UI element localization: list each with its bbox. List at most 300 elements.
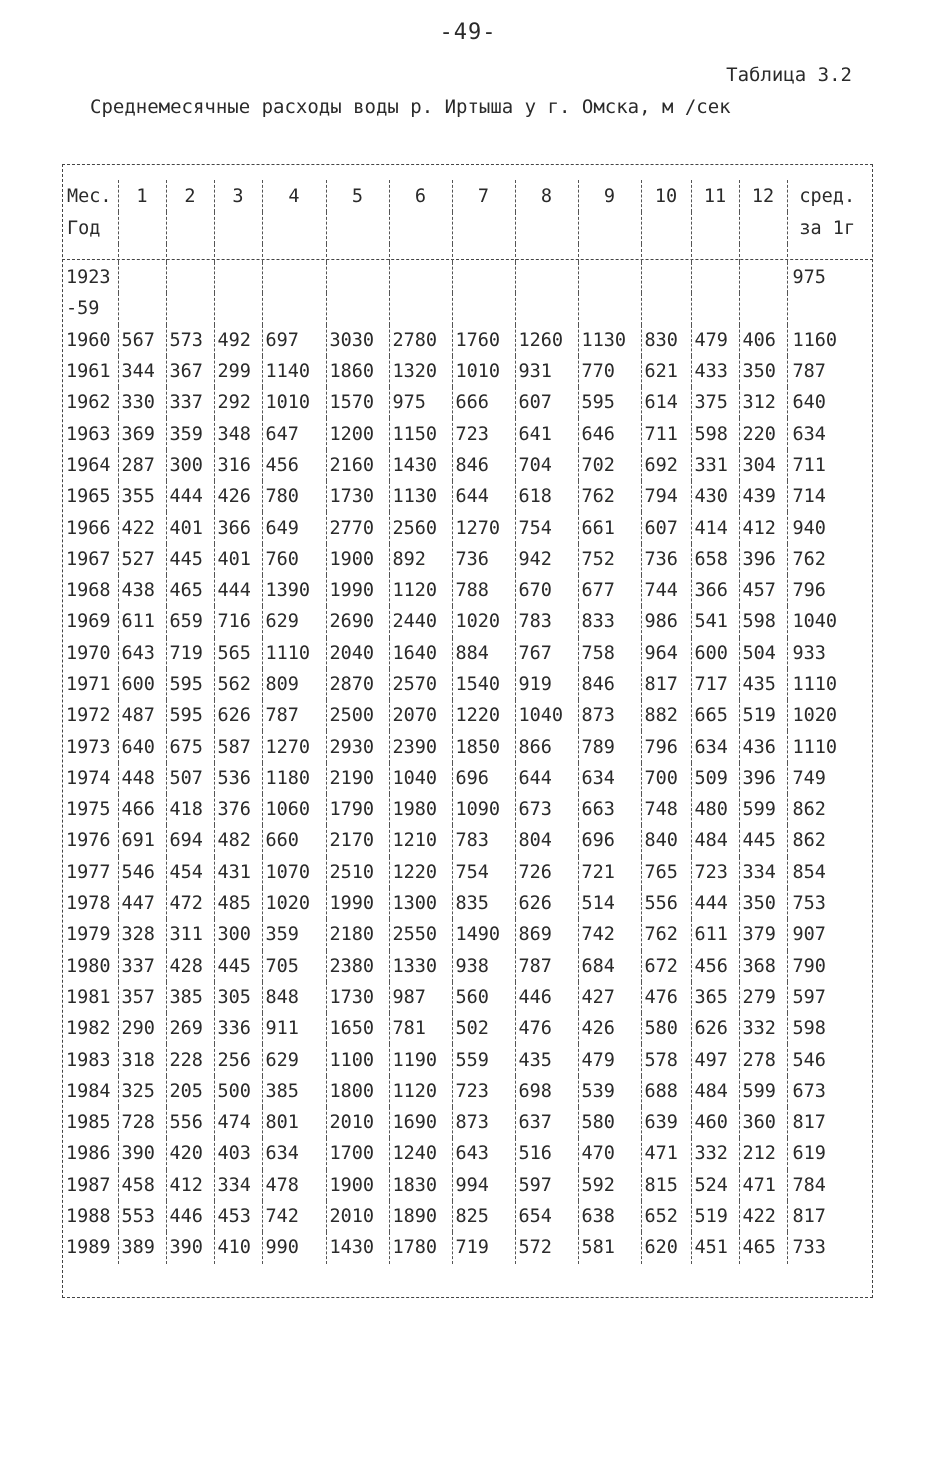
- value-cell: 205: [166, 1076, 214, 1107]
- value-cell: 762: [578, 481, 641, 512]
- value-cell: 536: [214, 763, 262, 794]
- value-cell: 539: [578, 1076, 641, 1107]
- value-cell: 360: [739, 1107, 787, 1138]
- year-cell: 1982: [66, 1018, 111, 1040]
- value-cell: 2560: [389, 512, 452, 543]
- value-cell: 866: [515, 731, 578, 762]
- average-cell: [787, 293, 867, 324]
- value-cell: 578: [641, 1044, 691, 1075]
- year-cell: 1966: [66, 517, 111, 539]
- value-cell: 801: [262, 1107, 326, 1138]
- value-cell: 10: [641, 180, 691, 212]
- value-cell: 1850: [452, 731, 515, 762]
- table-row: [63, 951, 867, 982]
- value-cell: 1430: [389, 450, 452, 481]
- spacer-cell: [389, 244, 452, 262]
- value-cell: [739, 293, 787, 324]
- value-cell: 5: [326, 180, 389, 212]
- value-cell: 697: [262, 325, 326, 356]
- value-cell: 1100: [326, 1044, 389, 1075]
- value-cell: 359: [262, 919, 326, 950]
- value-cell: 456: [691, 951, 739, 982]
- value-cell: 673: [515, 794, 578, 825]
- value-cell: 465: [166, 575, 214, 606]
- value-cell: [166, 262, 214, 293]
- average-cell: 975: [787, 262, 867, 293]
- value-cell: 435: [515, 1044, 578, 1075]
- value-cell: 355: [118, 481, 166, 512]
- value-cell: 2930: [326, 731, 389, 762]
- value-cell: 835: [452, 888, 515, 919]
- table-row: [63, 1232, 867, 1263]
- year-cell: 1968: [66, 580, 111, 602]
- average-cell: 1020: [787, 700, 867, 731]
- table-row: [63, 544, 867, 575]
- value-cell: 629: [262, 1044, 326, 1075]
- value-cell: 2180: [326, 919, 389, 950]
- value-cell: 581: [578, 1232, 641, 1263]
- value-cell: 1220: [389, 857, 452, 888]
- value-cell: 8: [515, 180, 578, 212]
- table-row: [63, 418, 867, 449]
- value-cell: 846: [578, 669, 641, 700]
- spacer-cell: [515, 244, 578, 262]
- value-cell: [214, 293, 262, 324]
- table-row: [63, 700, 867, 731]
- year-cell: 1983: [66, 1049, 111, 1071]
- value-cell: 337: [166, 387, 214, 418]
- value-cell: 1130: [578, 325, 641, 356]
- value-cell: 620: [641, 1232, 691, 1263]
- year-cell: 1971: [66, 674, 111, 695]
- value-cell: 456: [262, 450, 326, 481]
- value-cell: 1790: [326, 794, 389, 825]
- value-cell: [118, 262, 166, 293]
- average-cell: 714: [787, 481, 867, 512]
- year-cell: -59: [66, 298, 100, 320]
- value-cell: 580: [641, 1013, 691, 1044]
- year-cell: 1979: [66, 924, 111, 946]
- value-cell: [166, 293, 214, 324]
- year-cell: 1972: [66, 705, 111, 727]
- value-cell: 1220: [452, 700, 515, 731]
- value-cell: 1210: [389, 825, 452, 856]
- value-cell: 509: [691, 763, 739, 794]
- value-cell: 736: [641, 544, 691, 575]
- value-cell: 762: [641, 919, 691, 950]
- value-cell: 675: [166, 731, 214, 762]
- value-cell: [118, 212, 166, 244]
- value-cell: 366: [691, 575, 739, 606]
- value-cell: 337: [118, 951, 166, 982]
- value-cell: 427: [578, 982, 641, 1013]
- value-cell: 3: [214, 180, 262, 212]
- value-cell: [262, 262, 326, 293]
- value-cell: 332: [739, 1013, 787, 1044]
- table-row: [63, 1170, 867, 1201]
- value-cell: 420: [166, 1138, 214, 1169]
- value-cell: 471: [641, 1138, 691, 1169]
- value-cell: 2780: [389, 325, 452, 356]
- table-row: [63, 794, 867, 825]
- value-cell: 643: [452, 1138, 515, 1169]
- value-cell: 446: [166, 1201, 214, 1232]
- value-cell: 873: [578, 700, 641, 731]
- value-cell: 1060: [262, 794, 326, 825]
- value-cell: 485: [214, 888, 262, 919]
- value-cell: 884: [452, 638, 515, 669]
- value-cell: 618: [515, 481, 578, 512]
- value-cell: 507: [166, 763, 214, 794]
- value-cell: 492: [214, 325, 262, 356]
- value-cell: 670: [515, 575, 578, 606]
- value-cell: 788: [452, 575, 515, 606]
- value-cell: 514: [578, 888, 641, 919]
- value-cell: [262, 293, 326, 324]
- average-cell: 817: [787, 1201, 867, 1232]
- year-cell: 1961: [66, 361, 111, 383]
- value-cell: 2070: [389, 700, 452, 731]
- value-cell: 691: [118, 825, 166, 856]
- value-cell: 723: [452, 1076, 515, 1107]
- value-cell: 1690: [389, 1107, 452, 1138]
- value-cell: 607: [641, 512, 691, 543]
- value-cell: 412: [739, 512, 787, 543]
- value-cell: 595: [166, 669, 214, 700]
- value-cell: 336: [214, 1013, 262, 1044]
- value-cell: 460: [691, 1107, 739, 1138]
- value-cell: 290: [118, 1013, 166, 1044]
- average-cell: сред.: [787, 180, 867, 212]
- value-cell: 611: [118, 606, 166, 637]
- value-cell: 643: [118, 638, 166, 669]
- value-cell: 873: [452, 1107, 515, 1138]
- table-row: [63, 606, 867, 637]
- value-cell: 848: [262, 982, 326, 1013]
- value-cell: [389, 293, 452, 324]
- table-row: [63, 293, 867, 324]
- value-cell: 919: [515, 669, 578, 700]
- value-cell: 304: [739, 450, 787, 481]
- value-cell: 964: [641, 638, 691, 669]
- value-cell: 541: [691, 606, 739, 637]
- value-cell: 647: [262, 418, 326, 449]
- value-cell: 312: [739, 387, 787, 418]
- value-cell: 1120: [389, 1076, 452, 1107]
- value-cell: 422: [739, 1201, 787, 1232]
- average-cell: 1110: [787, 731, 867, 762]
- page-number: -49-: [439, 20, 497, 45]
- header-row: [63, 212, 867, 244]
- value-cell: 279: [739, 982, 787, 1013]
- value-cell: 1890: [389, 1201, 452, 1232]
- value-cell: 2500: [326, 700, 389, 731]
- value-cell: 436: [739, 731, 787, 762]
- value-cell: 600: [691, 638, 739, 669]
- value-cell: 833: [578, 606, 641, 637]
- value-cell: 629: [262, 606, 326, 637]
- value-cell: 649: [262, 512, 326, 543]
- value-cell: 278: [739, 1044, 787, 1075]
- table-row: [63, 1013, 867, 1044]
- value-cell: [389, 262, 452, 293]
- value-cell: 1490: [452, 919, 515, 950]
- value-cell: 445: [166, 544, 214, 575]
- year-cell: 1974: [66, 767, 111, 789]
- value-cell: 484: [691, 825, 739, 856]
- value-cell: 672: [641, 951, 691, 982]
- value-cell: 426: [578, 1013, 641, 1044]
- value-cell: 331: [691, 450, 739, 481]
- value-cell: 1570: [326, 387, 389, 418]
- value-cell: 446: [515, 982, 578, 1013]
- value-cell: 869: [515, 919, 578, 950]
- value-cell: 287: [118, 450, 166, 481]
- value-cell: 696: [452, 763, 515, 794]
- spacer-cell: [641, 244, 691, 262]
- year-cell: 1980: [66, 955, 111, 977]
- value-cell: 316: [214, 450, 262, 481]
- value-cell: 611: [691, 919, 739, 950]
- value-cell: [262, 212, 326, 244]
- average-cell: 619: [787, 1138, 867, 1169]
- value-cell: 742: [578, 919, 641, 950]
- average-cell: 933: [787, 638, 867, 669]
- value-cell: 754: [515, 512, 578, 543]
- value-cell: 700: [641, 763, 691, 794]
- value-cell: 4: [262, 180, 326, 212]
- year-cell: 1963: [66, 423, 111, 445]
- table-row: [63, 450, 867, 481]
- value-cell: 717: [691, 669, 739, 700]
- value-cell: 445: [739, 825, 787, 856]
- value-cell: 754: [452, 857, 515, 888]
- average-cell: 711: [787, 450, 867, 481]
- table-row: [63, 982, 867, 1013]
- value-cell: 516: [515, 1138, 578, 1169]
- value-cell: 368: [739, 951, 787, 982]
- value-cell: 1020: [262, 888, 326, 919]
- value-cell: 2170: [326, 825, 389, 856]
- value-cell: [452, 293, 515, 324]
- value-cell: 292: [214, 387, 262, 418]
- value-cell: 994: [452, 1170, 515, 1201]
- table-row: [63, 763, 867, 794]
- value-cell: 639: [641, 1107, 691, 1138]
- value-cell: 744: [641, 575, 691, 606]
- value-cell: 817: [641, 669, 691, 700]
- value-cell: [326, 262, 389, 293]
- table-row: [63, 1044, 867, 1075]
- value-cell: 519: [691, 1201, 739, 1232]
- value-cell: 2550: [389, 919, 452, 950]
- spacer-cell: [787, 244, 867, 262]
- value-cell: [326, 293, 389, 324]
- value-cell: 2390: [389, 731, 452, 762]
- value-cell: 783: [515, 606, 578, 637]
- value-cell: 426: [214, 481, 262, 512]
- value-cell: 1860: [326, 356, 389, 387]
- value-cell: 403: [214, 1138, 262, 1169]
- average-cell: 749: [787, 763, 867, 794]
- value-cell: 396: [739, 763, 787, 794]
- value-cell: 728: [118, 1107, 166, 1138]
- value-cell: 497: [691, 1044, 739, 1075]
- value-cell: 451: [691, 1232, 739, 1263]
- value-cell: 882: [641, 700, 691, 731]
- value-cell: 794: [641, 481, 691, 512]
- value-cell: 665: [691, 700, 739, 731]
- value-cell: 350: [739, 888, 787, 919]
- spacer-cell: [63, 244, 118, 262]
- value-cell: 573: [166, 325, 214, 356]
- average-cell: 1160: [787, 325, 867, 356]
- year-cell: 1989: [66, 1237, 111, 1259]
- value-cell: 474: [214, 1107, 262, 1138]
- value-cell: 330: [118, 387, 166, 418]
- value-cell: [166, 212, 214, 244]
- value-cell: 359: [166, 418, 214, 449]
- value-cell: [214, 262, 262, 293]
- value-cell: 480: [691, 794, 739, 825]
- value-cell: 1120: [389, 575, 452, 606]
- value-cell: 721: [578, 857, 641, 888]
- value-cell: 975: [389, 387, 452, 418]
- value-cell: 7: [452, 180, 515, 212]
- value-cell: 300: [214, 919, 262, 950]
- value-cell: 3030: [326, 325, 389, 356]
- value-cell: 1200: [326, 418, 389, 449]
- value-cell: 1270: [262, 731, 326, 762]
- value-cell: 438: [118, 575, 166, 606]
- table-row: [63, 825, 867, 856]
- value-cell: 1130: [389, 481, 452, 512]
- value-cell: 311: [166, 919, 214, 950]
- header-row: [63, 180, 867, 212]
- value-cell: 748: [641, 794, 691, 825]
- value-cell: 502: [452, 1013, 515, 1044]
- value-cell: 804: [515, 825, 578, 856]
- value-cell: 634: [691, 731, 739, 762]
- value-cell: 580: [578, 1107, 641, 1138]
- value-cell: 654: [515, 1201, 578, 1232]
- year-cell: 1970: [66, 642, 111, 664]
- value-cell: 389: [118, 1232, 166, 1263]
- value-cell: 2040: [326, 638, 389, 669]
- value-cell: 1: [118, 180, 166, 212]
- value-cell: 6: [389, 180, 452, 212]
- value-cell: 560: [452, 982, 515, 1013]
- value-cell: 472: [166, 888, 214, 919]
- value-cell: 1730: [326, 982, 389, 1013]
- value-cell: 1730: [326, 481, 389, 512]
- value-cell: 1760: [452, 325, 515, 356]
- year-cell: 1987: [66, 1174, 111, 1196]
- value-cell: 401: [166, 512, 214, 543]
- value-cell: 1300: [389, 888, 452, 919]
- value-cell: 439: [739, 481, 787, 512]
- value-cell: [515, 262, 578, 293]
- value-cell: 1990: [326, 888, 389, 919]
- table-row: [63, 1076, 867, 1107]
- value-cell: 484: [691, 1076, 739, 1107]
- value-cell: 471: [739, 1170, 787, 1201]
- value-cell: 567: [118, 325, 166, 356]
- value-cell: 305: [214, 982, 262, 1013]
- value-cell: 1190: [389, 1044, 452, 1075]
- value-cell: 300: [166, 450, 214, 481]
- value-cell: 1150: [389, 418, 452, 449]
- table-label: Таблица 3.2: [726, 64, 852, 86]
- value-cell: 986: [641, 606, 691, 637]
- value-cell: 637: [515, 1107, 578, 1138]
- value-cell: 1650: [326, 1013, 389, 1044]
- value-cell: 840: [641, 825, 691, 856]
- value-cell: 752: [578, 544, 641, 575]
- value-cell: 369: [118, 418, 166, 449]
- value-cell: 1020: [452, 606, 515, 637]
- value-cell: 418: [166, 794, 214, 825]
- value-cell: 742: [262, 1201, 326, 1232]
- value-cell: 390: [118, 1138, 166, 1169]
- value-cell: 457: [739, 575, 787, 606]
- value-cell: 444: [166, 481, 214, 512]
- value-cell: 1180: [262, 763, 326, 794]
- value-cell: 787: [515, 951, 578, 982]
- year-cell: 1973: [66, 736, 111, 758]
- value-cell: 638: [578, 1201, 641, 1232]
- value-cell: 783: [452, 825, 515, 856]
- value-cell: 458: [118, 1170, 166, 1201]
- value-cell: 621: [641, 356, 691, 387]
- value-cell: 375: [691, 387, 739, 418]
- value-cell: 2870: [326, 669, 389, 700]
- value-cell: 2510: [326, 857, 389, 888]
- year-cell: 1977: [66, 861, 111, 883]
- value-cell: [578, 212, 641, 244]
- year-cell: 1923: [66, 267, 111, 289]
- value-cell: 350: [739, 356, 787, 387]
- spacer-cell: [166, 244, 214, 262]
- value-cell: 390: [166, 1232, 214, 1263]
- value-cell: 2010: [326, 1107, 389, 1138]
- value-cell: [578, 293, 641, 324]
- value-cell: 546: [118, 857, 166, 888]
- value-cell: 524: [691, 1170, 739, 1201]
- average-cell: 784: [787, 1170, 867, 1201]
- year-cell: 1962: [66, 392, 111, 414]
- average-cell: 1110: [787, 669, 867, 700]
- value-cell: 1260: [515, 325, 578, 356]
- value-cell: 401: [214, 544, 262, 575]
- value-cell: 911: [262, 1013, 326, 1044]
- value-cell: [326, 212, 389, 244]
- value-cell: 2380: [326, 951, 389, 982]
- value-cell: 1430: [326, 1232, 389, 1263]
- average-cell: 796: [787, 575, 867, 606]
- value-cell: 666: [452, 387, 515, 418]
- value-cell: 1330: [389, 951, 452, 982]
- value-cell: 1320: [389, 356, 452, 387]
- value-cell: 1090: [452, 794, 515, 825]
- value-cell: 1900: [326, 544, 389, 575]
- value-cell: 702: [578, 450, 641, 481]
- average-cell: 854: [787, 857, 867, 888]
- value-cell: 220: [739, 418, 787, 449]
- value-cell: 587: [214, 731, 262, 762]
- value-cell: [641, 212, 691, 244]
- value-cell: 704: [515, 450, 578, 481]
